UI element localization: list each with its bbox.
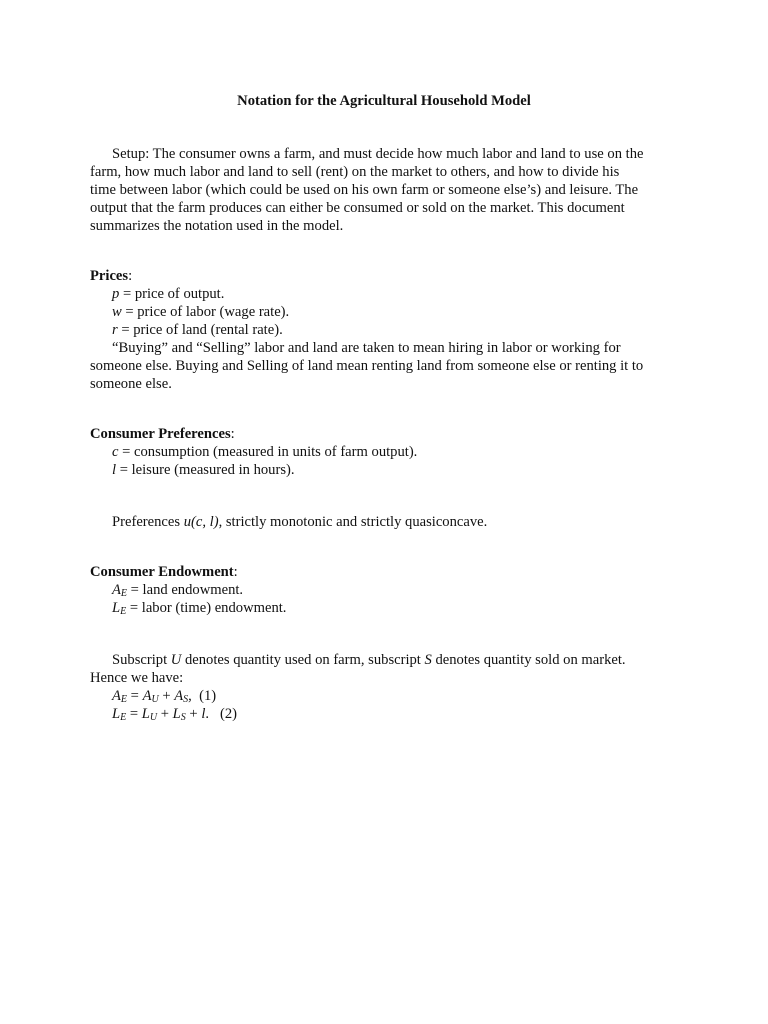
leisure-line: l = leisure (measured in hours). — [112, 462, 295, 478]
price-labor-line: w = price of labor (wage rate). — [112, 304, 290, 320]
price-output-line: p = price of output. — [112, 286, 225, 302]
setup-line-3: time between labor (which could be used on his own farm or someone else’s) and leisure. The — [90, 182, 639, 198]
labor-endowment-line: $L_E$ = labor (time) endowment. — [112, 600, 287, 617]
hence-line: Hence we have: — [90, 670, 184, 686]
prices-note-line-2: someone else. Buying and Selling of land mean renting land from someone else or renting it to — [90, 358, 644, 374]
prices-note-line-3: someone else. — [90, 376, 172, 392]
setup-line-4: output that the farm produces can either be consumed or sold on the market. This document — [90, 200, 625, 216]
preferences-heading: Consumer Preferences: — [90, 426, 235, 442]
endowment-heading: Consumer Endowment: — [90, 564, 238, 580]
price-land-line: r = price of land (rental rate). — [112, 322, 283, 338]
equation-2-tag: (2) — [219, 706, 237, 722]
setup-line-1: Setup: The consumer owns a farm, and must decide how much labor and land to use on the — [112, 146, 644, 162]
consumption-line: c = consumption (measured in units of farm output). — [112, 444, 418, 460]
equation-1: $A_E = A_U + A_S$, (1) — [112, 688, 217, 705]
equation-1-tag: (1) — [199, 688, 217, 704]
setup-line-5: summarizes the notation used in the model. — [90, 218, 344, 234]
document-title: Notation for the Agricultural Household Model — [237, 93, 531, 109]
preferences-statement: Preferences u(c, l), strictly monotonic and strictly quasiconcave. — [112, 514, 488, 530]
setup-line-2: farm, how much labor and land to sell (rent) on the market to others, and how to divide his — [90, 164, 620, 180]
land-endowment-line: $A_E$ = land endowment. — [112, 582, 244, 599]
prices-note-line-1: “Buying” and “Selling” labor and land are taken to mean hiring in labor or working for — [112, 340, 621, 356]
subscript-explanation-line: Subscript U denotes quantity used on farm, subscript S denotes quantity sold on market. — [112, 652, 626, 668]
equation-2: $L_E = L_U + L_S + l$. (2) — [112, 706, 237, 723]
prices-heading: Prices: — [90, 268, 133, 284]
